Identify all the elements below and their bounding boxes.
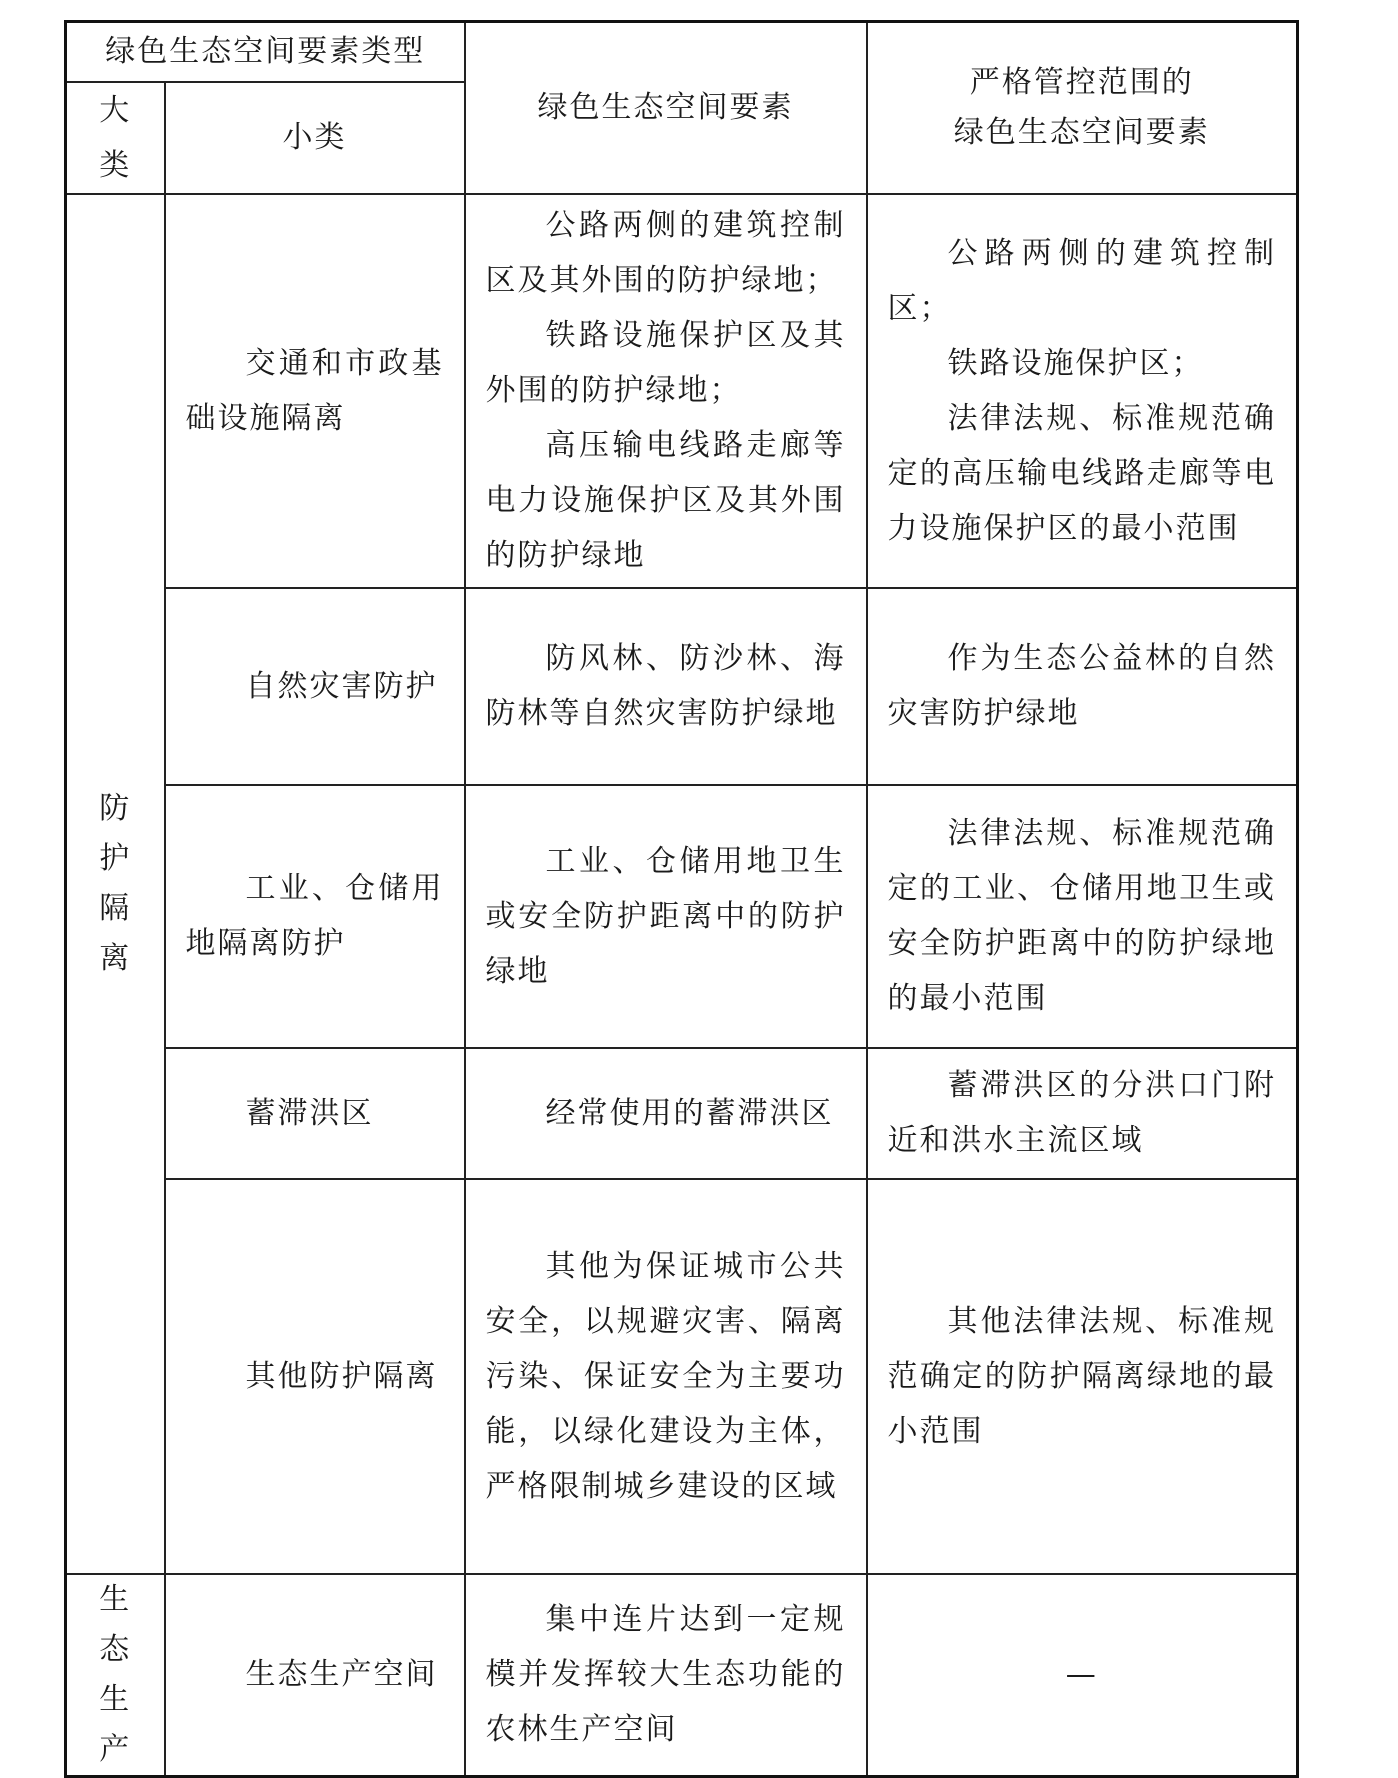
elements-cell <box>465 194 867 588</box>
strict-text: 法律法规、标准规范确定的工业、仓储用地卫生或安全防护距离中的防护绿地的最小范围 <box>887 816 1276 1016</box>
table-row <box>66 588 1298 785</box>
header-row <box>66 22 1298 82</box>
strict-text: 作为生态公益林的自然灾害防护绿地 <box>887 641 1276 731</box>
header-type-group: 绿色生态空间要素类型 <box>66 22 465 82</box>
header-minor: 小类 <box>165 82 465 194</box>
elements-text: 高压输电线路走廊等电力设施保护区及其外围的防护绿地 <box>485 428 846 573</box>
elements-text: 集中连片达到一定规模并发挥较大生态功能的农林生产空间 <box>485 1602 846 1747</box>
elements-cell <box>465 588 867 785</box>
elements-cell <box>465 1048 867 1179</box>
minor-category <box>165 1574 465 1777</box>
elements-cell <box>465 1574 867 1777</box>
strict-text: 法律法规、标准规范确定的高压输电线路走廊等电力设施保护区的最小范围 <box>887 400 1276 546</box>
header-strict <box>867 22 1298 194</box>
header-strict-line1: 严格管控范围的 <box>969 64 1194 100</box>
major-category-text: 生态生产 <box>99 1581 132 1767</box>
strict-text: 蓄滞洪区的分洪口门附近和洪水主流区域 <box>887 1068 1276 1158</box>
strict-text: 铁路设施保护区； <box>947 345 1204 381</box>
minor-category-text: 自然灾害防护 <box>245 668 438 704</box>
table-row <box>66 194 1298 588</box>
minor-category-text: 生态生产空间 <box>245 1657 438 1692</box>
empty-dash: — <box>1065 1657 1098 1692</box>
strict-cell <box>867 1048 1298 1179</box>
strict-cell <box>867 785 1298 1048</box>
minor-category-text: 其他防护隔离 <box>245 1358 438 1394</box>
strict-cell <box>867 1574 1298 1777</box>
elements-text: 公路两侧的建筑控制区及其外围的防护绿地； <box>485 208 846 298</box>
table-row <box>66 1574 1298 1777</box>
elements-cell <box>465 1179 867 1574</box>
elements-text: 经常使用的蓄滞洪区 <box>545 1095 834 1131</box>
strict-cell <box>867 194 1298 588</box>
minor-category-text: 交通和市政基础设施隔离 <box>185 345 444 436</box>
major-category <box>66 194 165 1574</box>
header-elements: 绿色生态空间要素 <box>465 22 867 194</box>
major-category <box>66 1574 165 1777</box>
table-row <box>66 1179 1298 1574</box>
elements-text: 其他为保证城市公共安全，以规避灾害、隔离污染、保证安全为主要功能，以绿化建设为主体，严格限制城乡建设的区域 <box>485 1248 846 1504</box>
minor-category <box>165 588 465 785</box>
elements-text: 工业、仓储用地卫生或安全防护距离中的防护绿地 <box>485 843 846 989</box>
minor-category <box>165 194 465 588</box>
table-row <box>66 1048 1298 1179</box>
minor-category <box>165 1048 465 1179</box>
strict-text: 公路两侧的建筑控制区； <box>887 235 1276 326</box>
elements-cell <box>465 785 867 1048</box>
header-strict-line2: 绿色生态空间要素 <box>953 114 1210 150</box>
header-major: 大类 <box>66 82 165 194</box>
minor-category <box>165 1179 465 1574</box>
green-space-table <box>64 20 1299 1778</box>
major-category-text: 防护隔离 <box>99 790 132 976</box>
minor-category-text: 蓄滞洪区 <box>245 1095 374 1131</box>
minor-category <box>165 785 465 1048</box>
elements-text: 防风林、防沙林、海防林等自然灾害防护绿地 <box>485 641 846 731</box>
minor-category-text: 工业、仓储用地隔离防护 <box>185 871 444 961</box>
strict-cell <box>867 1179 1298 1574</box>
strict-text: 其他法律法规、标准规范确定的防护隔离绿地的最小范围 <box>887 1303 1276 1449</box>
table-row <box>66 785 1298 1048</box>
strict-cell <box>867 588 1298 785</box>
elements-text: 铁路设施保护区及其外围的防护绿地； <box>485 318 846 408</box>
